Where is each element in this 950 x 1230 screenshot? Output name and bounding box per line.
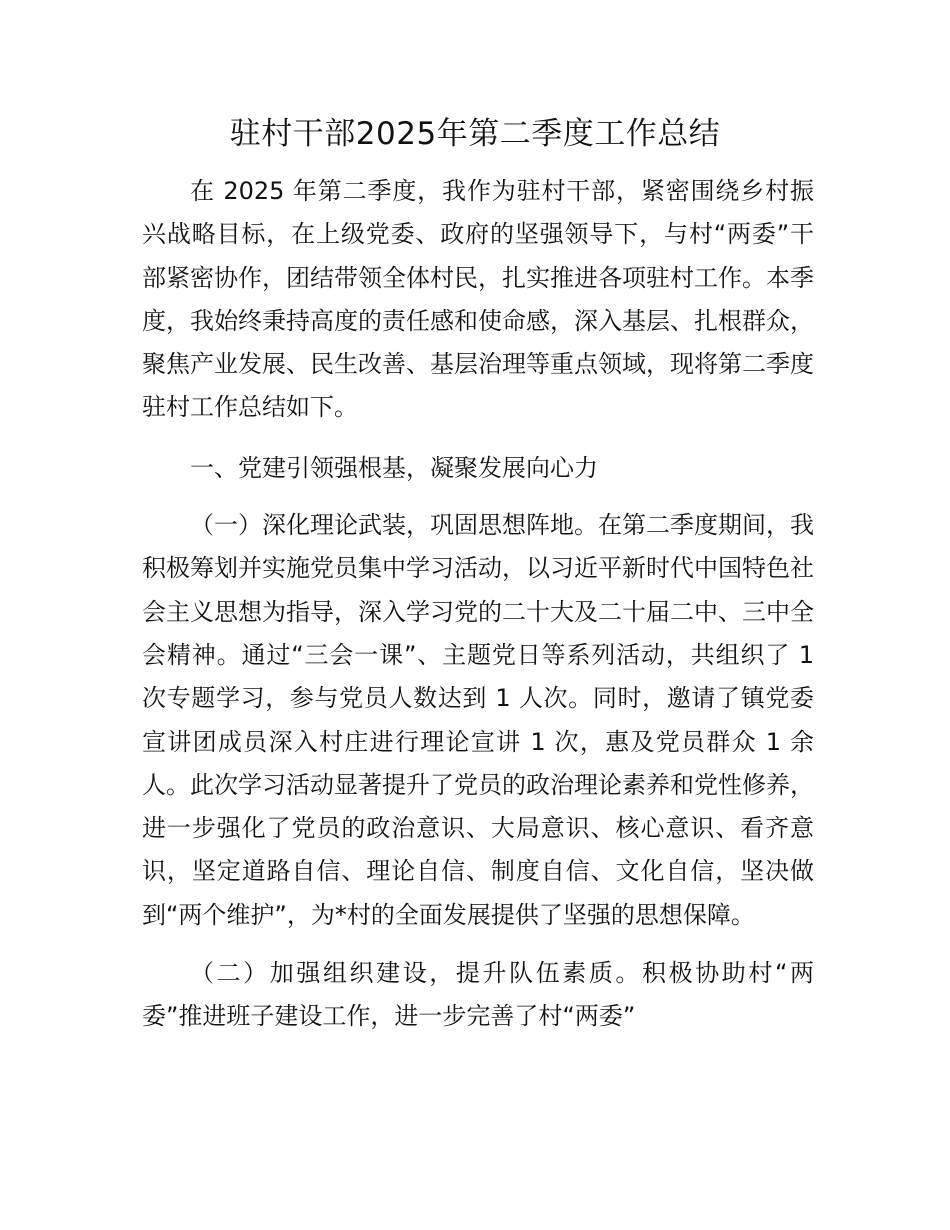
document-title: 驻村干部2025年第二季度工作总结 [229,116,721,152]
intro-paragraph: 在 2025 年第二季度，我作为驻村干部，紧密围绕乡村振兴战略目标，在上级党委、政府的坚强领导下，与村“两委”干部紧密协作，团结带领全体村民，扎实推进各项驻村工作。本季度，我始终秉持高度的责任感和使命感，深入基层、扎根群众，聚焦产业发展、民生改善、基层治理等重点领域，现将第二季度驻村工作总结如下。 [142,177,814,422]
subsection-paragraph-1: （一）深化理论武装，巩固思想阵地。在第二季度期间，我积极筹划并实施党员集中学习活动，以习近平新时代中国特色社会主义思想为指导，深入学习党的二十大及二十届二中、三中全会精神。通过“三会一课”、主题党日等系列活动，共组织了 1 次专题学习，参与党员人数达到 1 人次。同时，邀请了镇党委宣讲团成员深入村庄进行理论宣讲 1 次，惠及党员群众 1 余人。此次学习活动显著提升了党员的政治理论素养和党性修养，进一步强化了党员的政治意识、大局意识、核心意识、看齐意识，坚定道路自信、理论自信、制度自信、文化自信，坚决做到“两个维护”，为*村的全面发展提供了坚强的思想保障。 [142,511,814,929]
section-heading-1: 一、党建引领强根基，凝聚发展向心力 [190,453,598,482]
subsection-paragraph-2: （二）加强组织建设，提升队伍素质。积极协助村“两委”推进班子建设工作，进一步完善了村“两委” [142,959,814,1031]
document-body [142,170,814,1039]
